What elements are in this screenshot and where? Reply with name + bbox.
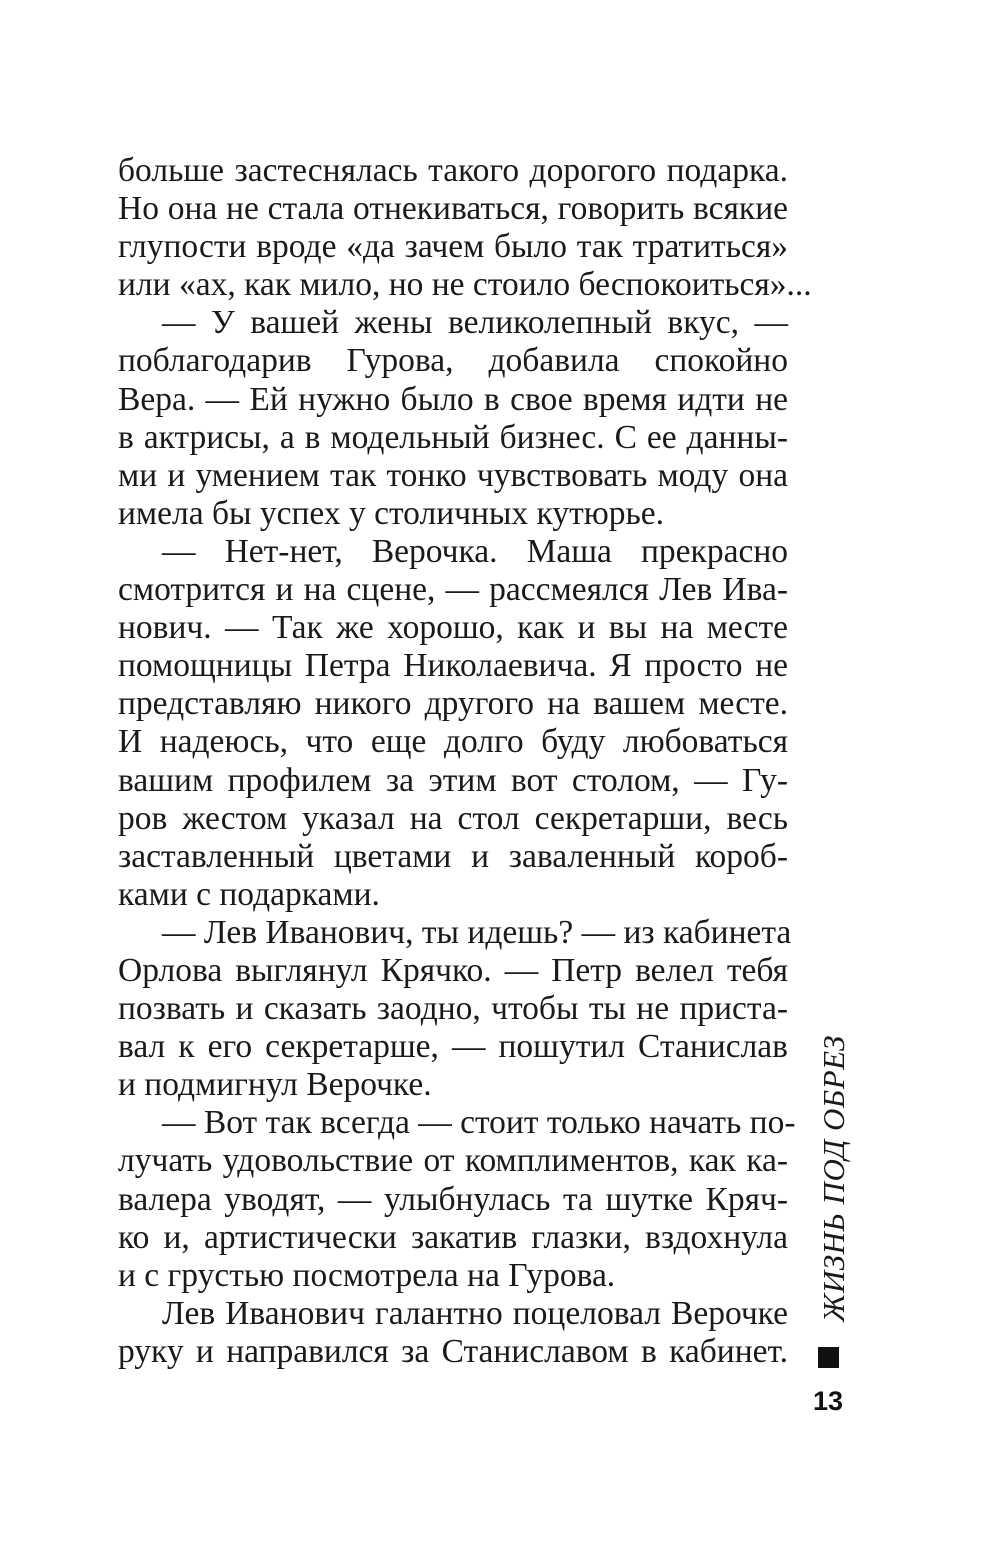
page-number: 13: [812, 1386, 844, 1416]
text-line: Лев Иванович галантно поцеловал Верочке: [162, 1294, 788, 1332]
text-line: вал к его секретарше, — пошутил Станислав: [118, 1028, 788, 1066]
text-line: смотрится и на сцене, — рассмеялся Лев Ива-: [118, 571, 788, 609]
text-line: лучать удовольствие от комплиментов, как ка-: [118, 1142, 788, 1180]
text-line: ками с подарками.: [118, 875, 380, 913]
text-line: нович. — Так же хорошо, как и вы на месте: [118, 609, 788, 647]
text-line: в актрисы, а в модельный бизнес. С ее данны-: [118, 418, 788, 456]
running-title-text: ЖИЗНЬ ПОД ОБРЕЗ: [816, 1035, 851, 1322]
text-line: руку и направился за Станиславом в кабинет.: [118, 1332, 788, 1370]
text-line: — Лев Иванович, ты идешь? — из кабинета: [162, 913, 792, 951]
text-line: Но она не стала отнекиваться, говорить всякие: [118, 190, 788, 228]
text-line: и подмигнул Верочке.: [118, 1066, 432, 1104]
text-line: — Нет-нет, Верочка. Маша прекрасно: [162, 532, 788, 570]
text-line: — Вот так всегда — стоит только начать по-: [162, 1104, 796, 1142]
text-line: глупости вроде «да зачем было так тратиться»: [118, 228, 788, 266]
text-line: вашим профилем за этим вот столом, — Гу-: [118, 761, 788, 799]
text-line: Орлова выглянул Крячко. — Петр велел тебя: [118, 951, 788, 989]
text-line: ров жестом указал на стол секретарши, весь: [118, 799, 788, 837]
black-square-icon: [818, 1347, 839, 1368]
text-line: — У вашей жены великолепный вкус, —: [162, 304, 788, 342]
text-line: имела бы успех у столичных кутюрье.: [118, 494, 665, 532]
text-line: ко и, артистически закатив глазки, вздохнула: [118, 1218, 788, 1256]
text-line: или «ах, как мило, но не стоило беспокоиться»...: [118, 266, 812, 304]
text-line: помощницы Петра Николаевича. Я просто не: [118, 647, 788, 685]
text-line: заставленный цветами и заваленный короб-: [118, 837, 788, 875]
body-text: [118, 152, 812, 1371]
text-line: позвать и сказать заодно, чтобы ты не приста-: [118, 990, 788, 1028]
text-line: и с грустью посмотрела на Гурова.: [118, 1256, 616, 1294]
text-line: ми и умением так тонко чувствовать моду она: [118, 456, 788, 494]
text-line: валера уводят, — улыбнулась та шутке Кряч-: [118, 1180, 788, 1218]
text-line: представляю никого другого на вашем месте.: [118, 685, 788, 723]
text-line: И надеюсь, что еще долго буду любоваться: [118, 723, 788, 761]
text-line: больше застеснялась такого дорогого подарка.: [118, 152, 788, 189]
text-line: поблагодарив Гурова, добавила спокойно: [118, 342, 788, 380]
text-line: Вера. — Ей нужно было в свое время идти не: [118, 380, 788, 418]
